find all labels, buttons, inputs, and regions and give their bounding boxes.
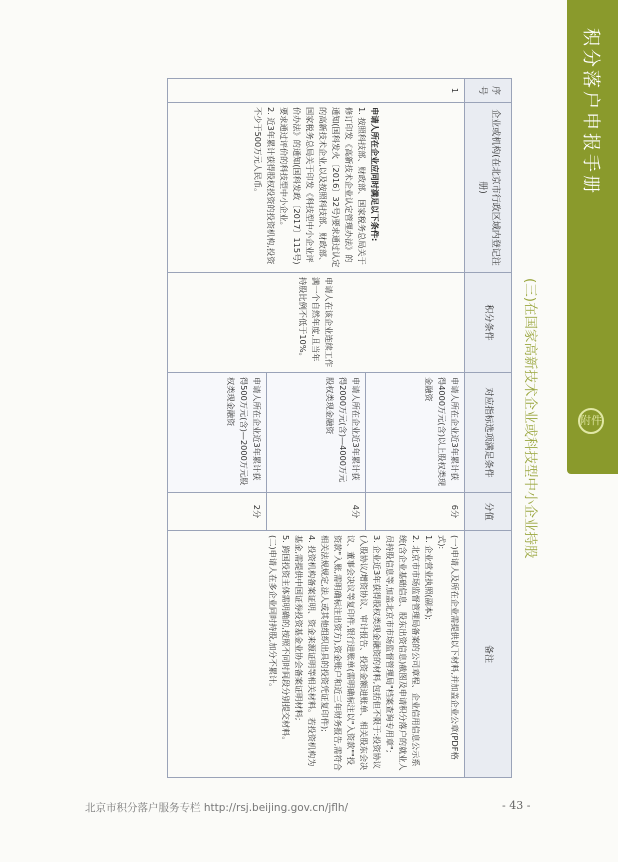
side-tab-title [577, 28, 609, 448]
score-value: 2分 [168, 493, 267, 531]
section-heading: (三)在国家高新技术企业或科技型中小企业持股 [522, 278, 538, 559]
note-item: 3. 企业近3年获得股权类现金融资的材料,包括但不限于:投资协议(入股协议/增资协议、审计报告、投资金额进账单、相关股东会决议、董事会决议等复印件,银行进账单(需明确标注以"入资款""投资款"入账,需明确标注出资方),资金账户和近三年财务报告,需符合相关法规规定,法人或其他组织出具的投资凭证复印件); [320, 535, 382, 771]
header-cond: 积分条件 [465, 273, 512, 373]
points-condition: 申请人在该企业连续工作满一个自然年度,且当年持股比例不低于10%。 [168, 273, 465, 373]
org-requirements [168, 103, 465, 273]
side-tab [567, 0, 618, 474]
note-item: 2. 北京市市场监督管理局备案的公司章程、企业信用信息公示系统(含企业基础信息、股东出资信息)截图及申请积分落户的就业人员持股信息等,加盖北京市市场监督管理局"档案查询专用章"; [385, 535, 421, 771]
org-title: 申请人所在企业应同时满足以下条件: [370, 107, 380, 242]
note-item: 4. 投资机构备案证明、资金来源证明等相关材料。若投资机构为基金,需提供中国证券投资基金业协会备案证明材料; [294, 535, 317, 767]
appendix-badge: 附件 [578, 408, 604, 434]
org-item: 2. 近3年累计获得股权投资的投资机构,投资不少于500万元人民币。 [253, 107, 276, 265]
criteria-table [167, 78, 512, 778]
standard-option: 申请人所在企业近3年累计获得4000万元(含)以上股权类现金融资 [366, 373, 465, 493]
org-item: 1. 按照科技部、财政部、国家税务总局关于修订印发《高新技术企业认定管理办法》的通知(国科发火〔2016〕32号)要求通过认定的高新技术企业,以及按照科技部、财政部、国家税务总局关于印发《科技型中小企业评价办法》的通知(国科发政〔2017〕115号)要求通过评价的科技型中小企业。 [279, 107, 367, 268]
note-item: (一)申请人及所在企业需提供以下材料,并加盖企业公章(PDF格式): [437, 535, 460, 760]
header-std: 对应指标选项满足条件 [465, 373, 512, 493]
rotated-content [72, 78, 542, 778]
note-item: 1. 企业营业执照(副本); [424, 535, 434, 621]
side-tab-title-text: 积分落户申报手册 [580, 28, 601, 196]
score-value: 6分 [366, 493, 465, 531]
table-row [366, 79, 465, 778]
note-item: 5. 跨国投资主体需明确的,按照不同时间段分别提交材料。 [281, 535, 291, 745]
row-number: 1 [168, 79, 465, 103]
note-item: (二)申请人在多企业同时持股,加分不累计。 [268, 535, 278, 692]
header-score: 分值 [465, 493, 512, 531]
notes-cell [168, 531, 465, 778]
header-no: 序号 [465, 79, 512, 103]
score-value: 4分 [267, 493, 366, 531]
standard-option: 申请人所在企业近3年累计获得500万元(含)—2000万元股权类现金融资 [168, 373, 267, 493]
page-number: - 43 - [502, 799, 531, 812]
header-org: 企业或机构(在北京市行政区域内登记注册) [465, 103, 512, 273]
header-note: 备注 [465, 531, 512, 778]
footer-text: 北京市积分落户服务专栏 http://rsj.beijing.gov.cn/jflh/ [85, 802, 349, 814]
standard-option: 申请人所在企业近3年累计获得2000万元(含)—4000万元股权类现金融资 [267, 373, 366, 493]
table-header-row [465, 79, 512, 778]
